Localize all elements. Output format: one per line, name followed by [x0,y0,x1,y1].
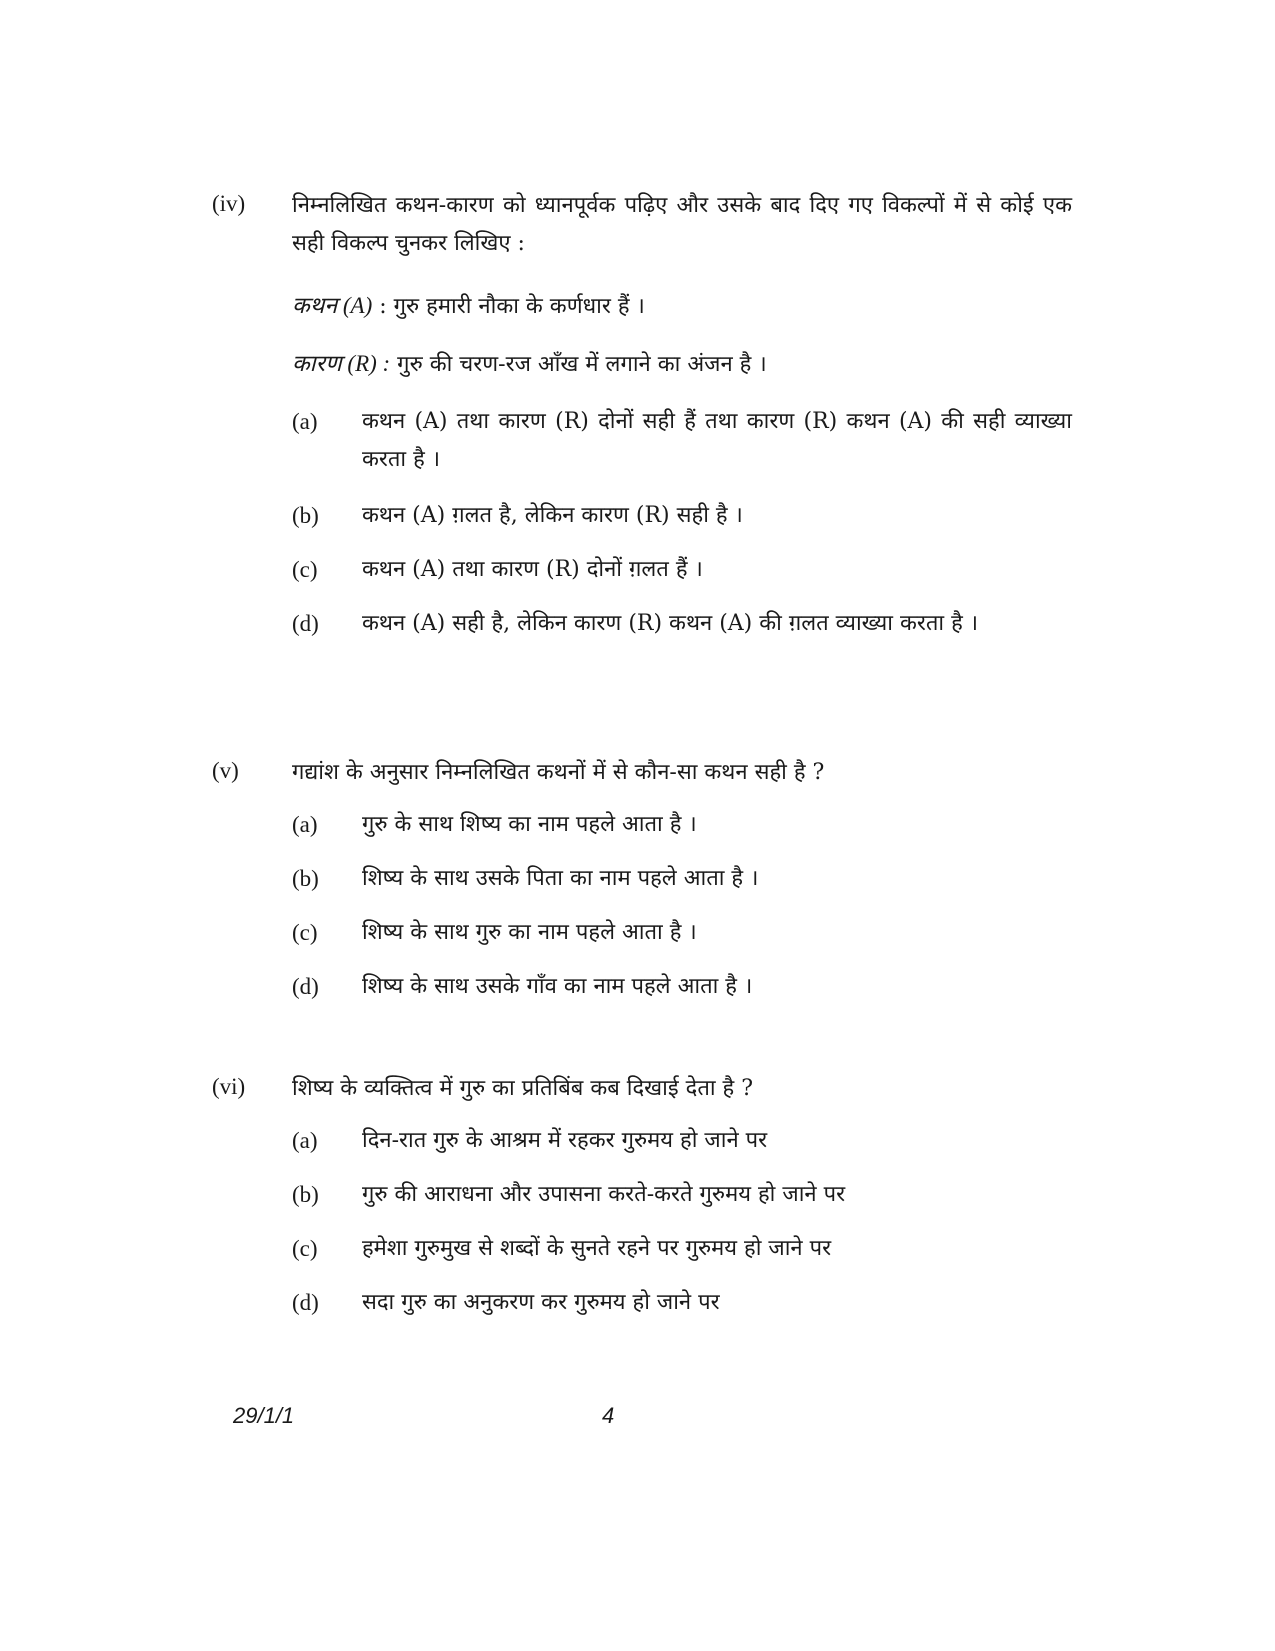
option-label: (c) [292,557,318,582]
question-number: (iv) [212,191,246,216]
option-label: (b) [292,866,319,891]
option-label: (a) [292,812,318,837]
option-label: (d) [292,611,319,636]
option-text: कथन (A) ग़लत है, लेकिन कारण (R) सही है । [362,503,743,528]
reason-line [292,345,767,384]
option-label: (c) [292,920,318,945]
option-text: शिष्य के साथ गुरु का नाम पहले आता है । [362,920,697,945]
question-number: (vi) [212,1074,246,1099]
option-text: हमेशा गुरुमुख से शब्दों के सुनते रहने पर गुरुमय हो जाने पर [362,1236,832,1261]
option-text: गुरु के साथ शिष्य का नाम पहले आता है । [362,812,697,837]
page-number: 4 [602,1403,615,1428]
option-text: शिष्य के साथ उसके पिता का नाम पहले आता है । [362,866,759,891]
option-label: (a) [292,1128,318,1153]
option-label: (b) [292,1182,319,1207]
paper-code: 29/1/1 [233,1403,295,1428]
question-text: निम्नलिखित कथन-कारण को ध्यानपूर्वक पढ़िए और उसके बाद दिए गए विकल्पों में से कोई एक सही विकल्प चुनकर लिखिए : [292,193,1072,256]
option-label: (a) [292,409,318,434]
option-text: कथन (A) तथा कारण (R) दोनों सही हैं तथा कारण (R) कथन (A) की सही व्याख्या करता है । [362,409,1072,472]
option-label: (c) [292,1236,318,1261]
option-label: (d) [292,1290,319,1315]
assertion-line [292,287,645,326]
question-text: गद्यांश के अनुसार निम्नलिखित कथनों में से कौन-सा कथन सही है ? [292,760,825,785]
option-text: कथन (A) सही है, लेकिन कारण (R) कथन (A) की ग़लत व्याख्या करता है । [362,611,979,636]
question-number: (v) [212,758,239,783]
reason-label: कारण (R) : [292,351,391,376]
option-text: सदा गुरु का अनुकरण कर गुरुमय हो जाने पर [362,1290,720,1315]
option-text: कथन (A) तथा कारण (R) दोनों ग़लत हैं । [362,557,703,582]
option-label: (d) [292,974,319,999]
option-text: दिन-रात गुरु के आश्रम में रहकर गुरुमय हो जाने पर [362,1128,768,1153]
assertion-label: कथन (A) [292,293,373,318]
option-label: (b) [292,503,319,528]
assertion-text: : गुरु हमारी नौका के कर्णधार हैं । [372,294,645,319]
option-text: शिष्य के साथ उसके गाँव का नाम पहले आता है । [362,974,753,999]
reason-text: गुरु की चरण-रज आँख में लगाने का अंजन है । [390,352,767,377]
option-text: गुरु की आराधना और उपासना करते-करते गुरुमय हो जाने पर [362,1182,846,1207]
question-text: शिष्य के व्यक्तित्व में गुरु का प्रतिबिंब कब दिखाई देता है ? [292,1076,754,1101]
